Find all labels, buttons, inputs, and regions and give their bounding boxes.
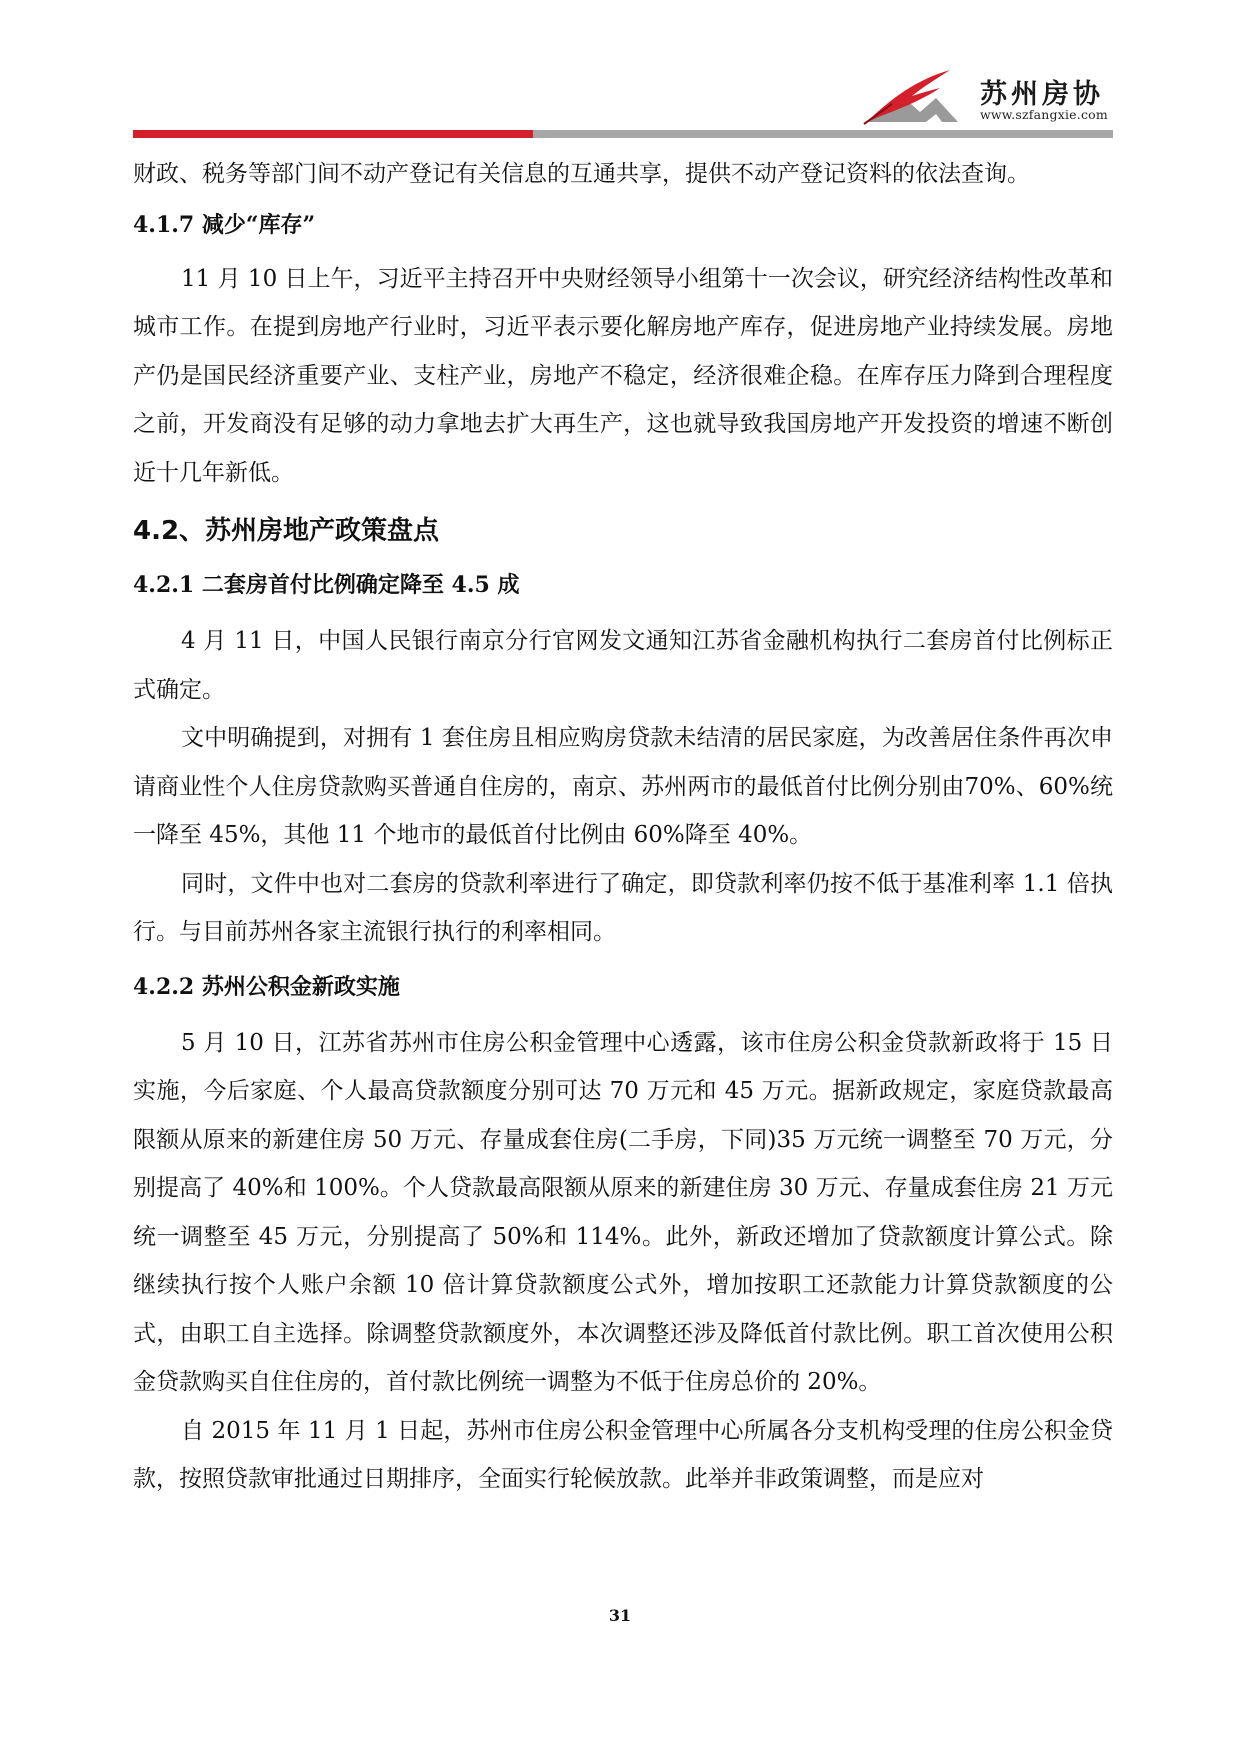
brand-name: 苏州房协 [980,79,1104,110]
quill-logo-icon [862,68,960,126]
page-content [133,150,1113,1504]
paragraph: 财政、税务等部门间不动产登记有关信息的互通共享，提供不动产登记资料的依法查询。 [133,161,1030,187]
header-rule-grey [533,130,1113,138]
header-rule [133,130,1113,138]
page-header [0,0,1240,140]
section-heading-4-2: 4.2、苏州房地产政策盘点 [133,516,440,546]
paragraph: 同时，文件中也对二套房的贷款利率进行了确定，即贷款利率仍按不低于基准利率 1.1 倍执行。与目前苏州各家主流银行执行的利率相同。 [133,870,1113,945]
paragraph: 自 2015 年 11 月 1 日起，苏州市住房公积金管理中心所属各分支机构受理的住房公积金贷款，按照贷款审批通过日期排序，全面实行轮候放款。此举并非政策调整，而是应对 [133,1417,1113,1492]
page-number: 31 [608,1606,632,1625]
paragraph: 文中明确提到，对拥有 1 套住房且相应购房贷款未结清的居民家庭，为改善居住条件再次申请商业性个人住房贷款购买普通自住房的，南京、苏州两市的最低首付比例分别由70%、60%统一降至 45%，其他 11 个地市的最低首付比例由 60%降至 40%。 [133,725,1113,848]
section-heading-4-2-1: 4.2.1 二套房首付比例确定降至 4.5 成 [133,572,520,598]
paragraph: 4 月 11 日，中国人民银行南京分行官网发文通知江苏省金融机构执行二套房首付比例标正式确定。 [133,628,1113,703]
brand-url: www.szfangxie.com [980,107,1108,122]
paragraph: 11 月 10 日上午，习近平主持召开中央财经领导小组第十一次会议，研究经济结构性改革和城市工作。在提到房地产行业时，习近平表示要化解房地产库存，促进房地产业持续发展。房地产仍是国民经济重要产业、支柱产业，房地产不稳定，经济很难企稳。在库存压力降到合理程度之前，开发商没有足够的动力拿地去扩大再生产，这也就导致我国房地产开发投资的增速不断创近十几年新低。 [133,265,1113,486]
section-heading-4-1-7: 4.1.7 减少“库存” [133,211,316,238]
paragraph: 5 月 10 日，江苏省苏州市住房公积金管理中心透露，该市住房公积金贷款新政将于 15 日实施，今后家庭、个人最高贷款额度分别可达 70 万元和 45 万元。据新政规定，家庭贷款最高限额从原来的新建住房 50 万元、存量成套住房(二手房，下同)35 万元统一调整至 70 万元，分别提高了 40%和 100%。个人贷款最高限额从原来的新建住房 30 万元、存量成套住房 21 万元统一调整至 45 万元，分别提高了 50%和 114%。此外，新政还增加了贷款额度计算公式。除继续执行按个人账户余额 10 倍计算贷款额度公式外，增加按职工还款能力计算贷款额度的公式，由职工自主选择。除调整贷款额度外，本次调整还涉及降低首付款比例。职工首次使用公积金贷款购买自住住房的，首付款比例统一调整为不低于住房总价的 20%。 [133,1029,1113,1395]
header-rule-red [133,130,533,138]
section-heading-4-2-2: 4.2.2 苏州公积金新政实施 [133,973,400,1000]
